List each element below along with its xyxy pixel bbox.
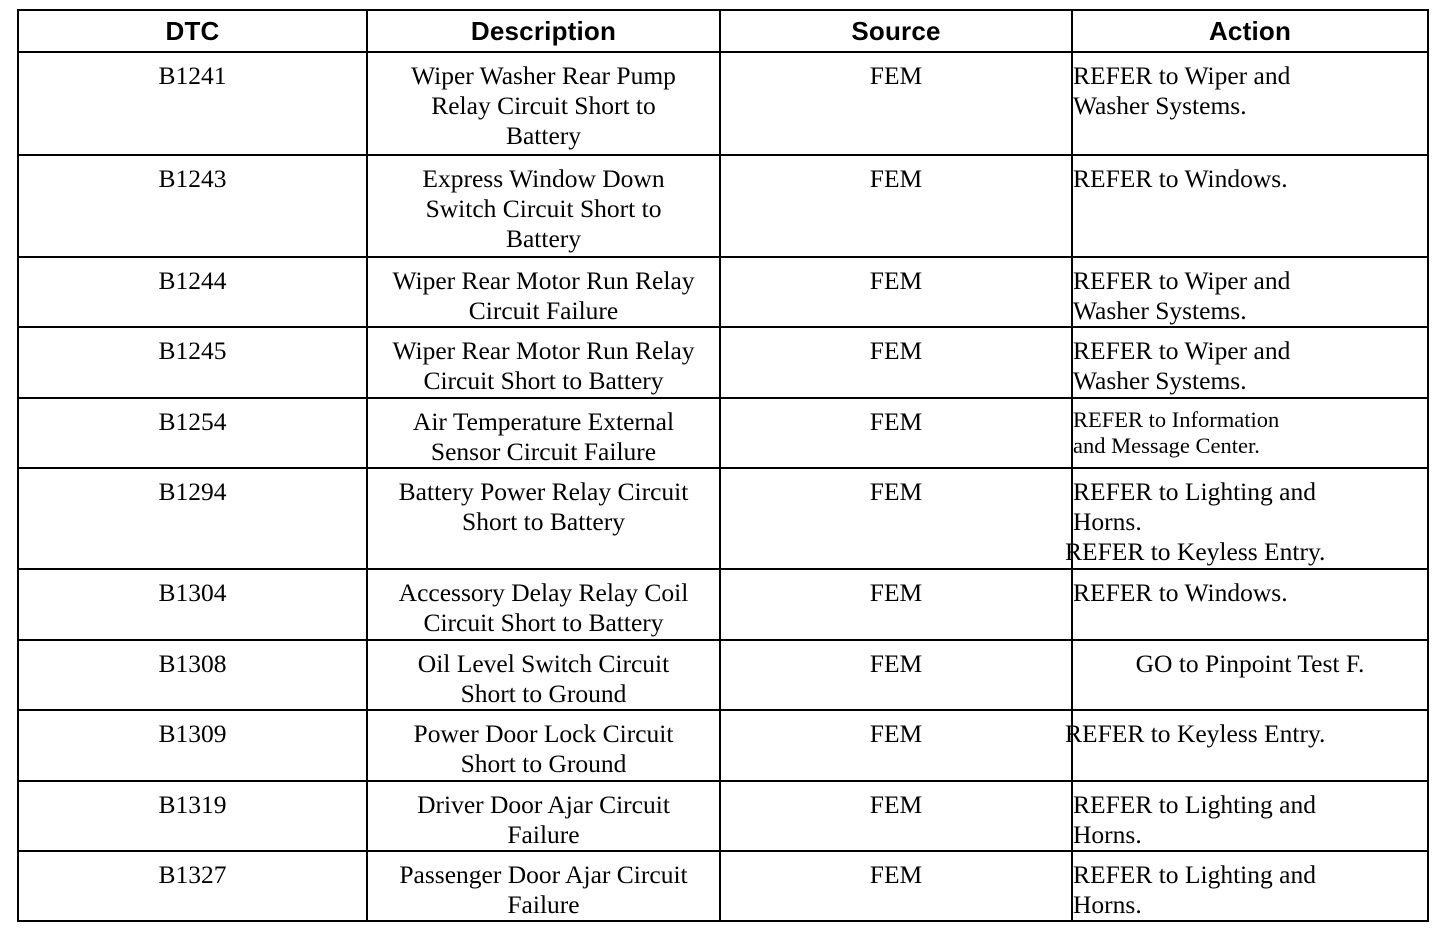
description-line: Battery Power Relay Circuit bbox=[398, 477, 689, 506]
description-line: Relay Circuit Short to bbox=[431, 91, 656, 120]
action-line: REFER to Lighting and bbox=[1073, 790, 1316, 819]
description-cell bbox=[367, 52, 720, 155]
action-line: REFER to Keyless Entry. bbox=[1065, 537, 1326, 566]
description-line: Oil Level Switch Circuit bbox=[417, 649, 670, 678]
dtc-code-cell: B1308 bbox=[18, 640, 367, 710]
dtc-code-cell: B1243 bbox=[18, 155, 367, 257]
description-line: Failure bbox=[507, 890, 580, 919]
action-cell bbox=[1072, 640, 1428, 710]
action-cell bbox=[1072, 52, 1428, 155]
description-cell bbox=[367, 640, 720, 710]
description-line: Accessory Delay Relay Coil bbox=[398, 578, 689, 607]
description-line: Failure bbox=[507, 820, 580, 849]
dtc-code-cell: B1294 bbox=[18, 468, 367, 569]
description-line: Battery bbox=[505, 121, 582, 150]
description-line: Power Door Lock Circuit bbox=[413, 719, 674, 748]
description-line: Wiper Washer Rear Pump bbox=[411, 61, 676, 90]
description-cell bbox=[367, 781, 720, 851]
action-cell bbox=[1065, 468, 1428, 569]
description-line: Short to Ground bbox=[460, 679, 627, 708]
action-line: REFER to Wiper and bbox=[1073, 266, 1291, 295]
header-description: Description bbox=[367, 10, 720, 52]
action-cell bbox=[1072, 781, 1428, 851]
description-cell bbox=[367, 468, 720, 569]
action-line: REFER to Information bbox=[1073, 407, 1280, 432]
dtc-table bbox=[17, 9, 1429, 922]
source-cell: FEM bbox=[720, 851, 1072, 921]
table-row bbox=[18, 327, 1428, 398]
action-line: REFER to Lighting and bbox=[1073, 860, 1316, 889]
header-source: Source bbox=[720, 10, 1072, 52]
description-line: Circuit Failure bbox=[468, 296, 619, 325]
description-line: Passenger Door Ajar Circuit bbox=[399, 860, 688, 889]
table-row bbox=[18, 781, 1428, 851]
action-line: Washer Systems. bbox=[1073, 91, 1247, 120]
description-line: Circuit Short to Battery bbox=[423, 608, 664, 637]
dtc-code-cell: B1327 bbox=[18, 851, 367, 921]
table-row bbox=[18, 52, 1428, 155]
source-cell: FEM bbox=[720, 468, 1072, 569]
action-line: REFER to Wiper and bbox=[1073, 61, 1291, 90]
description-cell bbox=[367, 155, 720, 257]
source-cell: FEM bbox=[720, 257, 1072, 327]
description-line: Express Window Down bbox=[422, 164, 665, 193]
table-row bbox=[18, 640, 1428, 710]
source-cell: FEM bbox=[720, 710, 1072, 781]
action-cell bbox=[1072, 851, 1428, 921]
table-row bbox=[18, 569, 1428, 640]
table-row bbox=[18, 155, 1428, 257]
description-line: Battery bbox=[505, 224, 582, 253]
action-line: REFER to Keyless Entry. bbox=[1065, 719, 1326, 748]
description-line: Short to Ground bbox=[460, 749, 627, 778]
dtc-code-cell: B1304 bbox=[18, 569, 367, 640]
description-cell bbox=[367, 327, 720, 398]
dtc-code-cell: B1254 bbox=[18, 398, 367, 468]
dtc-code-cell: B1309 bbox=[18, 710, 367, 781]
action-line: Washer Systems. bbox=[1073, 296, 1247, 325]
header-dtc: DTC bbox=[18, 10, 367, 52]
description-cell bbox=[367, 257, 720, 327]
description-cell bbox=[367, 851, 720, 921]
description-line: Wiper Rear Motor Run Relay bbox=[392, 336, 695, 365]
action-line: REFER to Windows. bbox=[1073, 164, 1288, 193]
dtc-code-cell: B1319 bbox=[18, 781, 367, 851]
table-row bbox=[18, 710, 1428, 781]
description-line: Circuit Short to Battery bbox=[423, 366, 664, 395]
action-line: Horns. bbox=[1073, 507, 1142, 536]
description-cell bbox=[367, 569, 720, 640]
description-line: Air Temperature External bbox=[412, 407, 675, 436]
source-cell: FEM bbox=[720, 781, 1072, 851]
action-line: Horns. bbox=[1073, 820, 1142, 849]
table-body bbox=[18, 52, 1428, 921]
header-row bbox=[18, 10, 1428, 52]
dtc-code-cell: B1245 bbox=[18, 327, 367, 398]
action-line: REFER to Lighting and bbox=[1073, 477, 1316, 506]
action-line: Washer Systems. bbox=[1073, 366, 1247, 395]
action-cell bbox=[1065, 710, 1428, 781]
action-line: Horns. bbox=[1073, 890, 1142, 919]
header-action: Action bbox=[1072, 10, 1428, 52]
action-cell bbox=[1072, 155, 1428, 257]
description-line: Driver Door Ajar Circuit bbox=[417, 790, 670, 819]
action-cell bbox=[1072, 327, 1428, 398]
table-row bbox=[18, 257, 1428, 327]
action-cell bbox=[1072, 257, 1428, 327]
description-cell bbox=[367, 710, 720, 781]
action-cell bbox=[1072, 569, 1428, 640]
source-cell: FEM bbox=[720, 52, 1072, 155]
source-cell: FEM bbox=[720, 327, 1072, 398]
description-line: Sensor Circuit Failure bbox=[430, 437, 657, 466]
action-line: REFER to Wiper and bbox=[1073, 336, 1291, 365]
source-cell: FEM bbox=[720, 155, 1072, 257]
source-cell: FEM bbox=[720, 398, 1072, 468]
description-cell bbox=[367, 398, 720, 468]
description-line: Wiper Rear Motor Run Relay bbox=[392, 266, 695, 295]
dtc-code-cell: B1244 bbox=[18, 257, 367, 327]
action-cell bbox=[1072, 398, 1428, 468]
table-row bbox=[18, 468, 1428, 569]
description-line: Switch Circuit Short to bbox=[425, 194, 662, 223]
action-line: REFER to Windows. bbox=[1073, 578, 1288, 607]
action-line: GO to Pinpoint Test F. bbox=[1135, 649, 1365, 678]
action-line: and Message Center. bbox=[1073, 433, 1260, 458]
description-line: Short to Battery bbox=[462, 507, 625, 536]
dtc-code-cell: B1241 bbox=[18, 52, 367, 155]
source-cell: FEM bbox=[720, 569, 1072, 640]
table-row bbox=[18, 398, 1428, 468]
table-row bbox=[18, 851, 1428, 921]
source-cell: FEM bbox=[720, 640, 1072, 710]
